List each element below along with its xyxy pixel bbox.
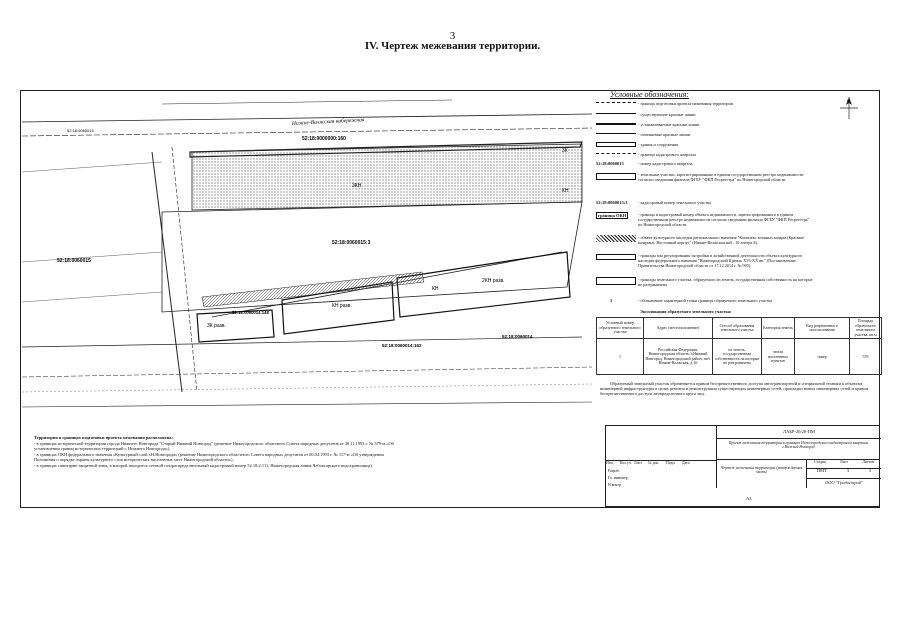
road-line	[22, 402, 592, 407]
explication-title: Экспликация образуемого земельного участка:	[640, 309, 732, 314]
table-cell: земли населенных пунктов	[762, 339, 795, 375]
okn-building	[202, 272, 424, 307]
table-header: Площадь образуемого земельного участка, кв.м	[850, 318, 882, 339]
table-header: Вид разрешенного использования	[795, 318, 850, 339]
territory-note-title: Территория в границах подготовки проекта межевания расположена:	[34, 435, 173, 440]
project-title: Проект межевания территории в границах Нижегородского кадастрового квартала г.Нижний Новгород	[716, 438, 880, 460]
zone-label: КН	[562, 188, 569, 194]
table-header: Способ образования земельного участка	[713, 318, 762, 339]
page-number: 3	[449, 30, 456, 42]
zone-label: 3К	[562, 148, 568, 154]
road-line	[22, 384, 592, 392]
quarter-label: 52:18:0060015	[67, 128, 94, 133]
role-label: Гл. инженер	[608, 476, 628, 480]
zone-label: 2КН разв.	[482, 278, 505, 284]
quarter-label: 52:18:0060014	[502, 334, 533, 339]
parcel-number-label: 52:18:0060014:162	[382, 343, 422, 348]
encumbrance-note: Образуемый земельный участок обременяется правом беспрепятственного доступа автотранспортной и специальной техники к объектам инженерной инфраструктуры в целях ремонта и реконструкции существующих инженерных сетей, прокладки новых инженерных сетей и правом беспрепятственного доступа неопределенного круга лиц.	[600, 381, 869, 397]
road-line	[22, 252, 162, 262]
parcel-number-label: 52:18:0000000:160	[302, 136, 346, 142]
road-line	[22, 162, 162, 172]
parcel-number-label: 52:18:0060014:148	[232, 310, 269, 315]
road-line	[22, 292, 162, 302]
project-code: ЛАБР-20/20-ПМ	[716, 426, 881, 439]
territory-note	[34, 435, 404, 469]
embankment-label: Нижне-Волжская набережная	[291, 117, 365, 127]
table-row	[597, 339, 882, 375]
zone-label: 3КН	[352, 183, 362, 189]
territory-note-line: - в границах исторической территории города Нижнего Новгорода "Старый Нижний Новгород" (решение Нижегородского областного Совета народных депутатов от 30.11.1993 г. № 379-м «Об установлении границ исторических территорий г. Нижнего Новгорода»),	[34, 440, 394, 452]
table-cell: сквер	[795, 339, 850, 375]
table-header: Адрес (местоположение)	[644, 318, 713, 339]
road-line	[22, 128, 592, 136]
parcel-2kn	[397, 252, 570, 317]
territory-note-line: - в границах ОКН федерального значения «Культурный слой г.Н.Новгорода» (решение Нижегородского областного Совета народных депутатов от 06.04.1993 г. № 117-м «Об утверждении Положения о порядке охраны культурного слоя исторических населенных мест Нижегородской области»),	[34, 451, 384, 463]
north-arrow-icon	[838, 95, 860, 121]
road-line	[22, 337, 582, 347]
zone-label: КН	[432, 286, 439, 292]
table-header: Условный номер образуемого земельного участка	[597, 318, 644, 339]
role-label: Н.контр.	[608, 483, 622, 487]
roles-row: Изм. Кол.уч. Лист № док. Подп. Дата	[606, 460, 716, 468]
table-header: Категория земель	[762, 318, 795, 339]
road-line	[22, 367, 592, 377]
territory-note-line: - в границах санитарно-защитной зоны, в которой находится сетевой газораспределительный кадастровый номер 52:18:2:111, Нижегородская линия Чебоксарского водохранилища).	[34, 462, 373, 468]
stage-values: ПМТ 3 3	[806, 468, 881, 479]
section-heading: IV. Чертеж межевания территории.	[364, 40, 541, 52]
zone-label: КН разв.	[332, 303, 352, 309]
parcel-number-label: 52:18:0060015:3	[332, 240, 371, 246]
explication-table	[596, 317, 882, 375]
quarter-label: 52:18:0060015	[57, 258, 91, 264]
table-header-row	[597, 318, 882, 339]
format-label: А3	[746, 496, 752, 501]
sheet-title: Чертеж межевания территории (утверждаемая часть)	[716, 460, 806, 488]
cadastral-map	[22, 92, 592, 422]
organization: ООО "Градострой"	[806, 478, 881, 488]
legend-title: Условные обозначения:	[610, 90, 689, 99]
table-cell: из земель, государственная собственность на которые не разграничена	[713, 339, 762, 375]
stage-header: Стадия Лист Листов	[806, 460, 881, 469]
road-line	[162, 100, 452, 104]
table-cell: 1	[597, 339, 644, 375]
svg-text:N: N	[847, 99, 850, 103]
boundary-line	[152, 152, 182, 392]
zone-label: 3К разв.	[207, 323, 226, 329]
parcel-3kn	[192, 144, 582, 210]
role-label: Разраб.	[608, 469, 620, 473]
title-block	[605, 425, 880, 507]
table-cell: Российская Федерация, Нижегородская область, г.Нижний Новгород, Нижегородский район, наб. Нижне-Волжская, д.16	[644, 339, 713, 375]
table-cell: 576	[850, 339, 882, 375]
